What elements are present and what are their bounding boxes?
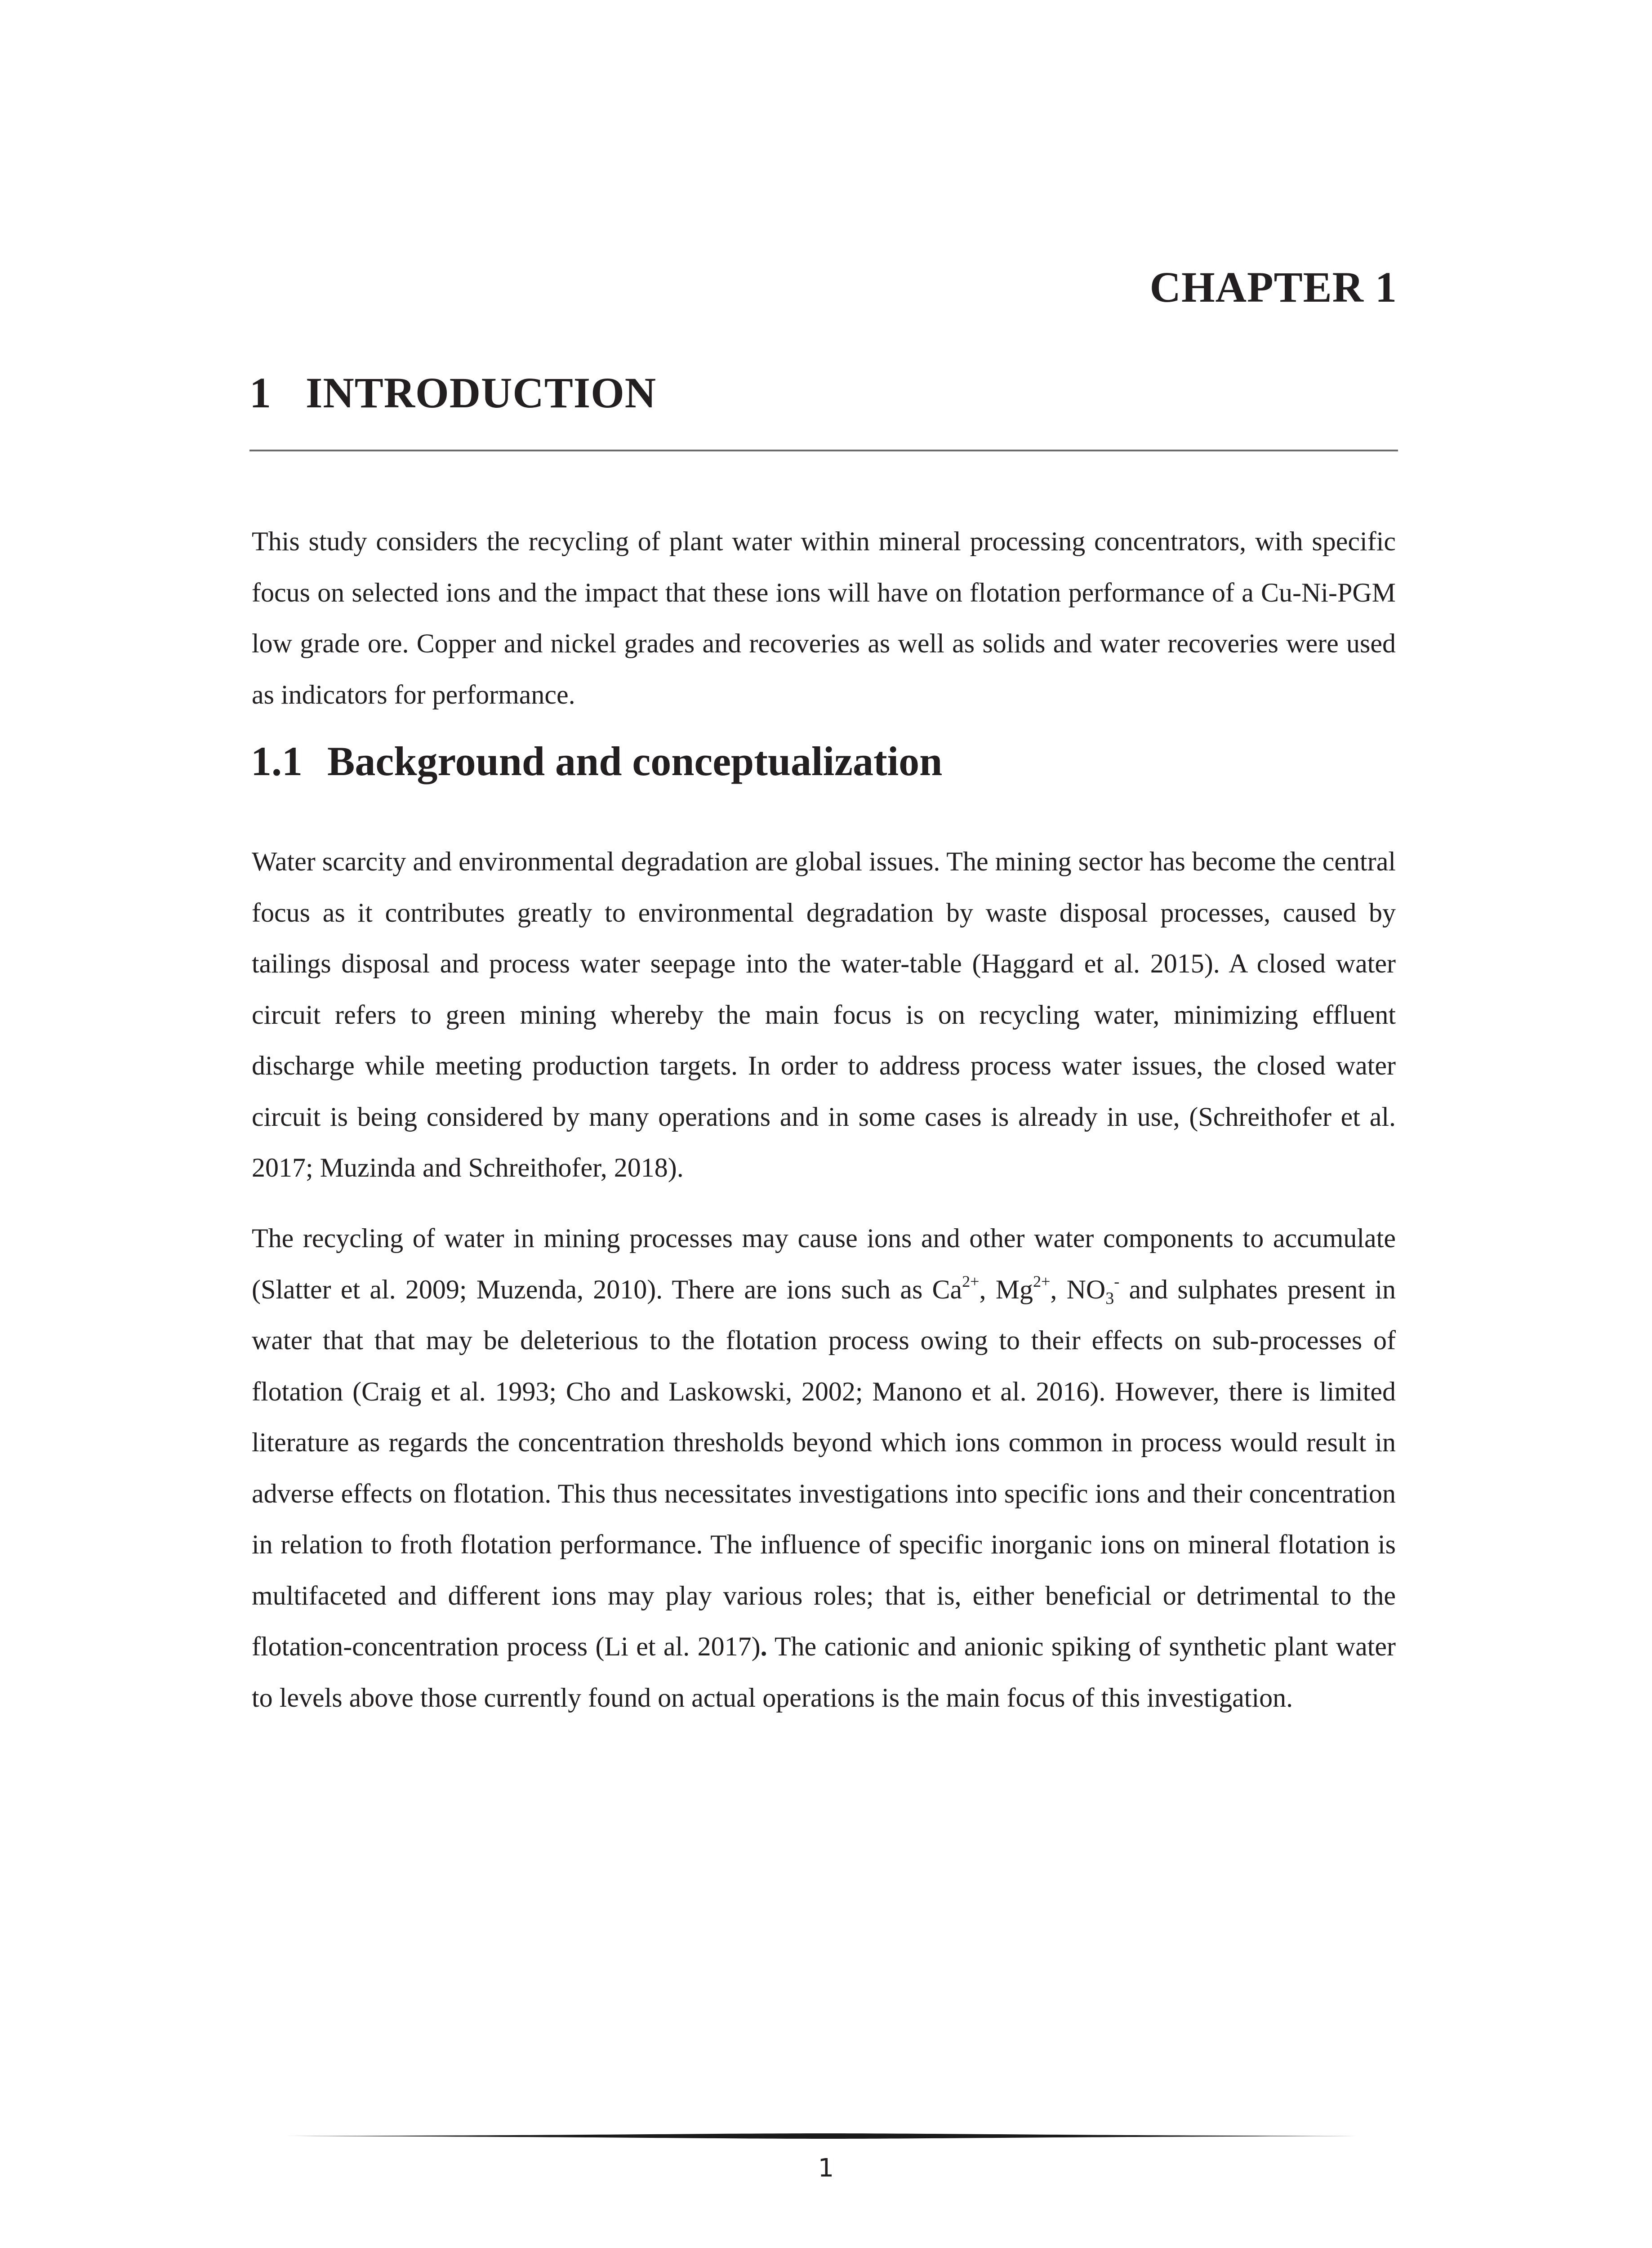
paragraph-2-separator-2: , NO: [1050, 1274, 1106, 1304]
paragraph-2-text-part-1: The recycling of water in mining processes may cause ions and other water components to accumulate (Slatter et al. 2009; Muzenda, 2010). There are ions such as Ca: [252, 1223, 1396, 1304]
chapter-label: CHAPTER 1: [1149, 263, 1397, 311]
paragraph-2-text-part-2: and sulphates present in water that that may be deleterious to the flotation process owing to their effects on sub-processes of flotation (Craig et al. 1993; Cho and Laskowski, 2002; Manono et al. 2016). However, there is limited literature as regards the concentration thresholds beyond which ions common in process would result in adverse effects on flotation. This thus necessitates investigations into specific ions and their concentration in relation to froth flotation performance. The influence of specific inorganic ions on mineral flotation is multifaceted and different ions may play various roles; that is, either beneficial or detrimental to the flotation-concentration process (Li et al. 2017): [252, 1274, 1396, 1661]
chapter-title: [249, 368, 656, 418]
paragraph-2-text-part-3: The cationic and anionic spiking of synthetic plant water to levels above those currently found on actual operations is the main focus of this investigation.: [252, 1632, 1396, 1713]
calcium-charge: 2+: [962, 1272, 980, 1290]
intro-paragraph: This study considers the recycling of plant water within mineral processing concentrators, with specific focus on selected ions and the impact that these ions will have on flotation performance of a Cu-Ni-PGM low grade ore. Copper and nickel grades and recoveries as well as solids and water recoveries were used as indicators for performance.: [252, 526, 1396, 709]
magnesium-charge: 2+: [1033, 1272, 1051, 1290]
section-title: Background and conceptualization: [327, 738, 943, 784]
paragraph-2-bold-period: .: [760, 1632, 767, 1661]
nitrate-subscript: 3: [1105, 1289, 1114, 1308]
paragraph-2-separator-1: , Mg: [979, 1274, 1033, 1304]
page-number: 1: [818, 2154, 834, 2183]
background-paragraph-2: [252, 1213, 1396, 1723]
nitrate-charge: -: [1114, 1272, 1120, 1290]
chapter-number: 1: [249, 369, 272, 417]
section-number: 1.1: [251, 738, 303, 784]
footer-rule: [273, 2133, 1374, 2139]
chapter-title-text: INTRODUCTION: [306, 369, 657, 417]
background-paragraph-1: Water scarcity and environmental degradation are global issues. The mining sector has become the central focus as it contributes greatly to environmental degradation by waste disposal processes, caused by tailings disposal and process water seepage into the water-table (Haggard et al. 2015). A closed water circuit refers to green mining whereby the main focus is on recycling water, minimizing effluent discharge while meeting production targets. In order to address process water issues, the closed water circuit is being considered by many operations and in some cases is already in use, (Schreithofer et al. 2017; Muzinda and Schreithofer, 2018).: [252, 847, 1396, 1182]
section-heading: [251, 737, 942, 785]
chapter-divider: [249, 450, 1398, 451]
